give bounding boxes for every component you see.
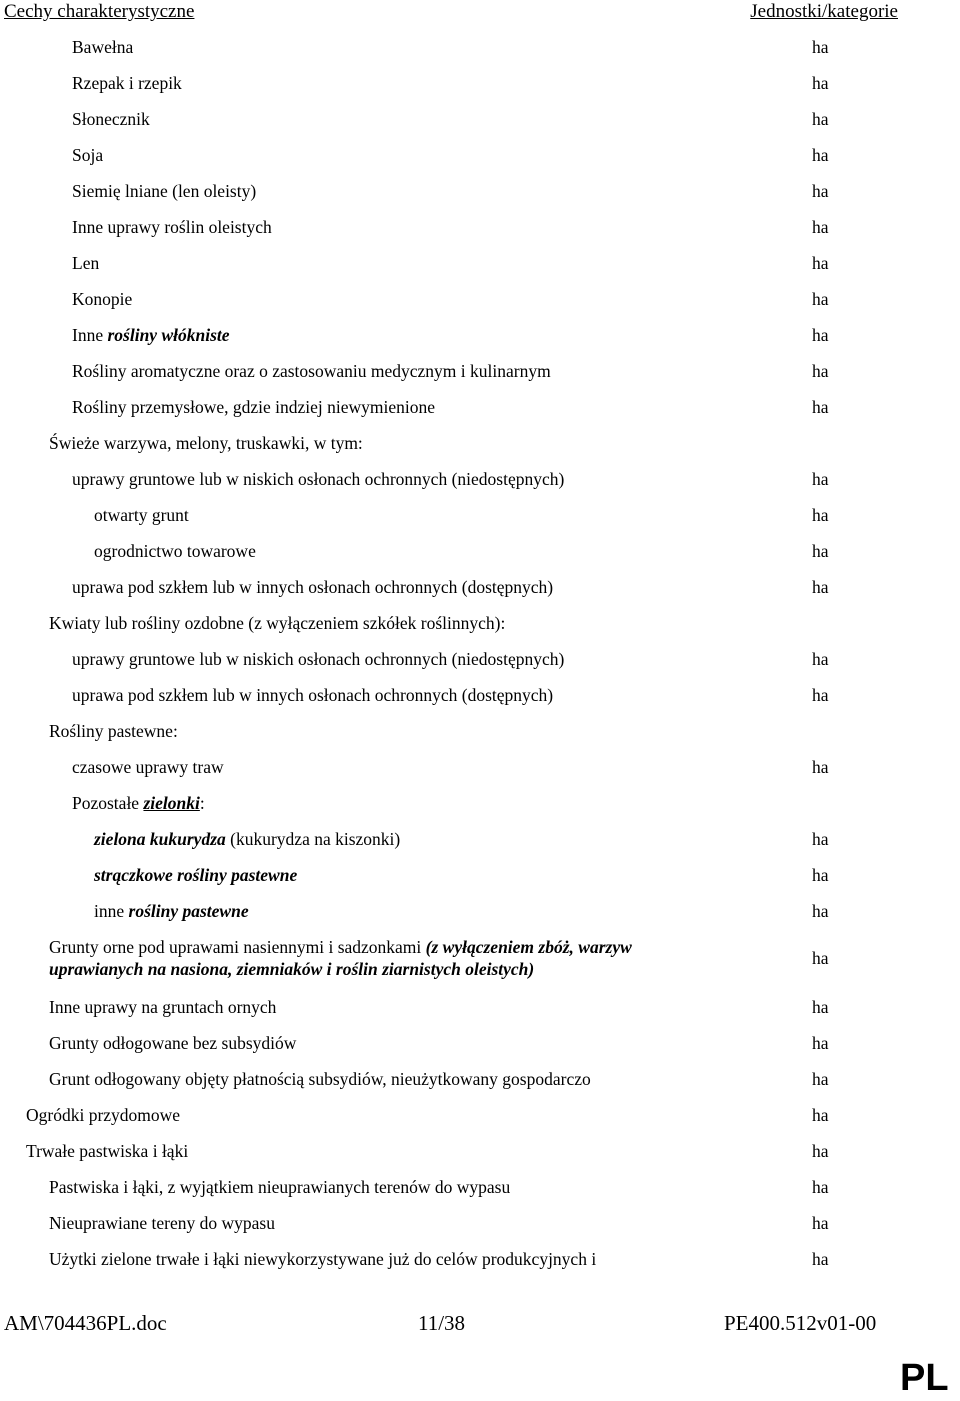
table-row bbox=[0, 936, 960, 994]
row-label-defined-term: zielonki bbox=[143, 793, 200, 813]
table-row bbox=[0, 540, 960, 576]
row-unit: ha bbox=[812, 1249, 829, 1269]
row-label: Użytki zielone trwałe i łąki niewykorzystywane już do celów produkcyjnych i bbox=[49, 1249, 597, 1269]
row-unit: ha bbox=[812, 1213, 829, 1233]
table-row bbox=[0, 108, 960, 144]
table-row bbox=[0, 996, 960, 1032]
row-unit: ha bbox=[812, 948, 829, 968]
row-label: czasowe uprawy traw bbox=[72, 757, 224, 777]
table-row bbox=[0, 1104, 960, 1140]
table-row bbox=[0, 180, 960, 216]
row-unit: ha bbox=[812, 901, 829, 921]
table-row bbox=[0, 828, 960, 864]
row-label: uprawa pod szkłem lub w innych osłonach ochronnych (dostępnych) bbox=[72, 685, 554, 705]
column-header-characteristics: Cechy charakterystyczne bbox=[4, 1, 195, 22]
table-row bbox=[0, 1140, 960, 1176]
row-label: Kwiaty lub rośliny ozdobne (z wyłączeniem szkółek roślinnych): bbox=[49, 613, 506, 633]
row-label: Soja bbox=[72, 145, 104, 165]
footer-document-name: AM\704436PL.doc bbox=[4, 1311, 167, 1335]
row-label-defined-term: rośliny włókniste bbox=[107, 325, 230, 345]
table-row bbox=[0, 576, 960, 612]
row-unit: ha bbox=[812, 1177, 829, 1197]
row-label: uprawy gruntowe lub w niskich osłonach ochronnych (niedostępnych) bbox=[72, 469, 565, 489]
row-label-defined-term: (z wyłączeniem zbóż, warzyw bbox=[425, 937, 632, 957]
row-label-plain: inne bbox=[94, 901, 129, 921]
table-row bbox=[0, 216, 960, 252]
table-row bbox=[0, 468, 960, 504]
row-label: Grunt odłogowany objęty płatnością subsydiów, nieużytkowany gospodarczo bbox=[49, 1069, 591, 1089]
row-label bbox=[72, 792, 205, 814]
row-label: Rośliny przemysłowe, gdzie indziej niewymienione bbox=[72, 397, 436, 417]
row-label-defined-term: zielona kukurydza bbox=[94, 829, 226, 849]
row-unit: ha bbox=[812, 37, 829, 57]
row-label: Pastwiska i łąki, z wyjątkiem nieuprawianych terenów do wypasu bbox=[49, 1177, 511, 1197]
row-label: Trwałe pastwiska i łąki bbox=[26, 1141, 189, 1161]
row-unit: ha bbox=[812, 757, 829, 777]
table-row-group-heading bbox=[0, 432, 960, 468]
row-label-defined-term: uprawianych na nasiona, ziemniaków i roślin ziarnistych oleistych) bbox=[49, 959, 535, 979]
table-row bbox=[0, 72, 960, 108]
row-unit: ha bbox=[812, 361, 829, 381]
row-label bbox=[94, 900, 249, 922]
row-unit: ha bbox=[812, 649, 829, 669]
row-label: Słonecznik bbox=[72, 109, 150, 129]
table-row bbox=[0, 1248, 960, 1284]
row-label: Grunty odłogowane bez subsydiów bbox=[49, 1033, 297, 1053]
table-row bbox=[0, 1032, 960, 1068]
row-label: ogrodnictwo towarowe bbox=[94, 541, 256, 561]
row-label bbox=[94, 828, 400, 850]
row-unit: ha bbox=[812, 685, 829, 705]
row-label: Bawełna bbox=[72, 37, 134, 57]
table-row bbox=[0, 252, 960, 288]
row-unit: ha bbox=[812, 469, 829, 489]
table-row bbox=[0, 360, 960, 396]
row-unit: ha bbox=[812, 1141, 829, 1161]
row-label: Konopie bbox=[72, 289, 133, 309]
row-unit: ha bbox=[812, 289, 829, 309]
row-unit: ha bbox=[812, 1105, 829, 1125]
language-code: PL bbox=[900, 1357, 949, 1399]
row-unit: ha bbox=[812, 397, 829, 417]
table-row bbox=[0, 504, 960, 540]
row-label: Rośliny aromatyczne oraz o zastosowaniu medycznym i kulinarnym bbox=[72, 361, 551, 381]
row-unit: ha bbox=[812, 109, 829, 129]
row-label: Siemię lniane (len oleisty) bbox=[72, 181, 257, 201]
table-row-group-heading bbox=[0, 720, 960, 756]
row-unit: ha bbox=[812, 1069, 829, 1089]
table-row bbox=[0, 288, 960, 324]
table-row bbox=[0, 324, 960, 360]
table-row bbox=[0, 900, 960, 936]
row-label-plain: Grunty orne pod uprawami nasiennymi i sadzonkami bbox=[49, 937, 426, 957]
row-label: uprawy gruntowe lub w niskich osłonach ochronnych (niedostępnych) bbox=[72, 649, 565, 669]
row-label bbox=[49, 936, 632, 980]
table-row bbox=[0, 648, 960, 684]
table-row bbox=[0, 864, 960, 900]
row-label: strączkowe rośliny pastewne bbox=[94, 865, 298, 885]
row-unit: ha bbox=[812, 181, 829, 201]
row-unit: ha bbox=[812, 325, 829, 345]
row-label-defined-term: rośliny pastewne bbox=[128, 901, 249, 921]
row-label: Len bbox=[72, 253, 100, 273]
row-label: Świeże warzywa, melony, truskawki, w tym: bbox=[49, 433, 363, 453]
row-unit: ha bbox=[812, 829, 829, 849]
row-label: Inne uprawy roślin oleistych bbox=[72, 217, 272, 237]
table-row bbox=[0, 36, 960, 72]
row-label-plain: (kukurydza na kiszonki) bbox=[225, 829, 401, 849]
table-row bbox=[0, 1212, 960, 1248]
row-unit: ha bbox=[812, 541, 829, 561]
row-label bbox=[72, 324, 230, 346]
row-label: Ogródki przydomowe bbox=[26, 1105, 181, 1125]
row-unit: ha bbox=[812, 505, 829, 525]
row-unit: ha bbox=[812, 217, 829, 237]
table-row-group-heading bbox=[0, 612, 960, 648]
row-label: Nieuprawiane tereny do wypasu bbox=[49, 1213, 275, 1233]
row-unit: ha bbox=[812, 73, 829, 93]
row-label-plain: Inne bbox=[72, 325, 108, 345]
table-row bbox=[0, 1068, 960, 1104]
footer-page-number: 11/38 bbox=[418, 1311, 466, 1335]
row-label: otwarty grunt bbox=[94, 505, 189, 525]
row-label-plain: : bbox=[199, 793, 205, 813]
table-row bbox=[0, 756, 960, 792]
table-row-group-heading bbox=[0, 792, 960, 828]
table-row bbox=[0, 144, 960, 180]
row-label: Inne uprawy na gruntach ornych bbox=[49, 997, 277, 1017]
row-unit: ha bbox=[812, 253, 829, 273]
footer-reference: PE400.512v01-00 bbox=[724, 1311, 877, 1335]
row-unit: ha bbox=[812, 1033, 829, 1053]
table-row bbox=[0, 684, 960, 720]
table-row bbox=[0, 396, 960, 432]
table-row bbox=[0, 1176, 960, 1212]
row-unit: ha bbox=[812, 145, 829, 165]
row-unit: ha bbox=[812, 865, 829, 885]
row-unit: ha bbox=[812, 577, 829, 597]
row-label: uprawa pod szkłem lub w innych osłonach ochronnych (dostępnych) bbox=[72, 577, 554, 597]
column-header-units: Jednostki/kategorie bbox=[750, 1, 898, 22]
row-label-plain: Pozostałe bbox=[72, 793, 144, 813]
row-unit: ha bbox=[812, 997, 829, 1017]
row-label: Rośliny pastewne: bbox=[49, 721, 178, 741]
row-label: Rzepak i rzepik bbox=[72, 73, 182, 93]
